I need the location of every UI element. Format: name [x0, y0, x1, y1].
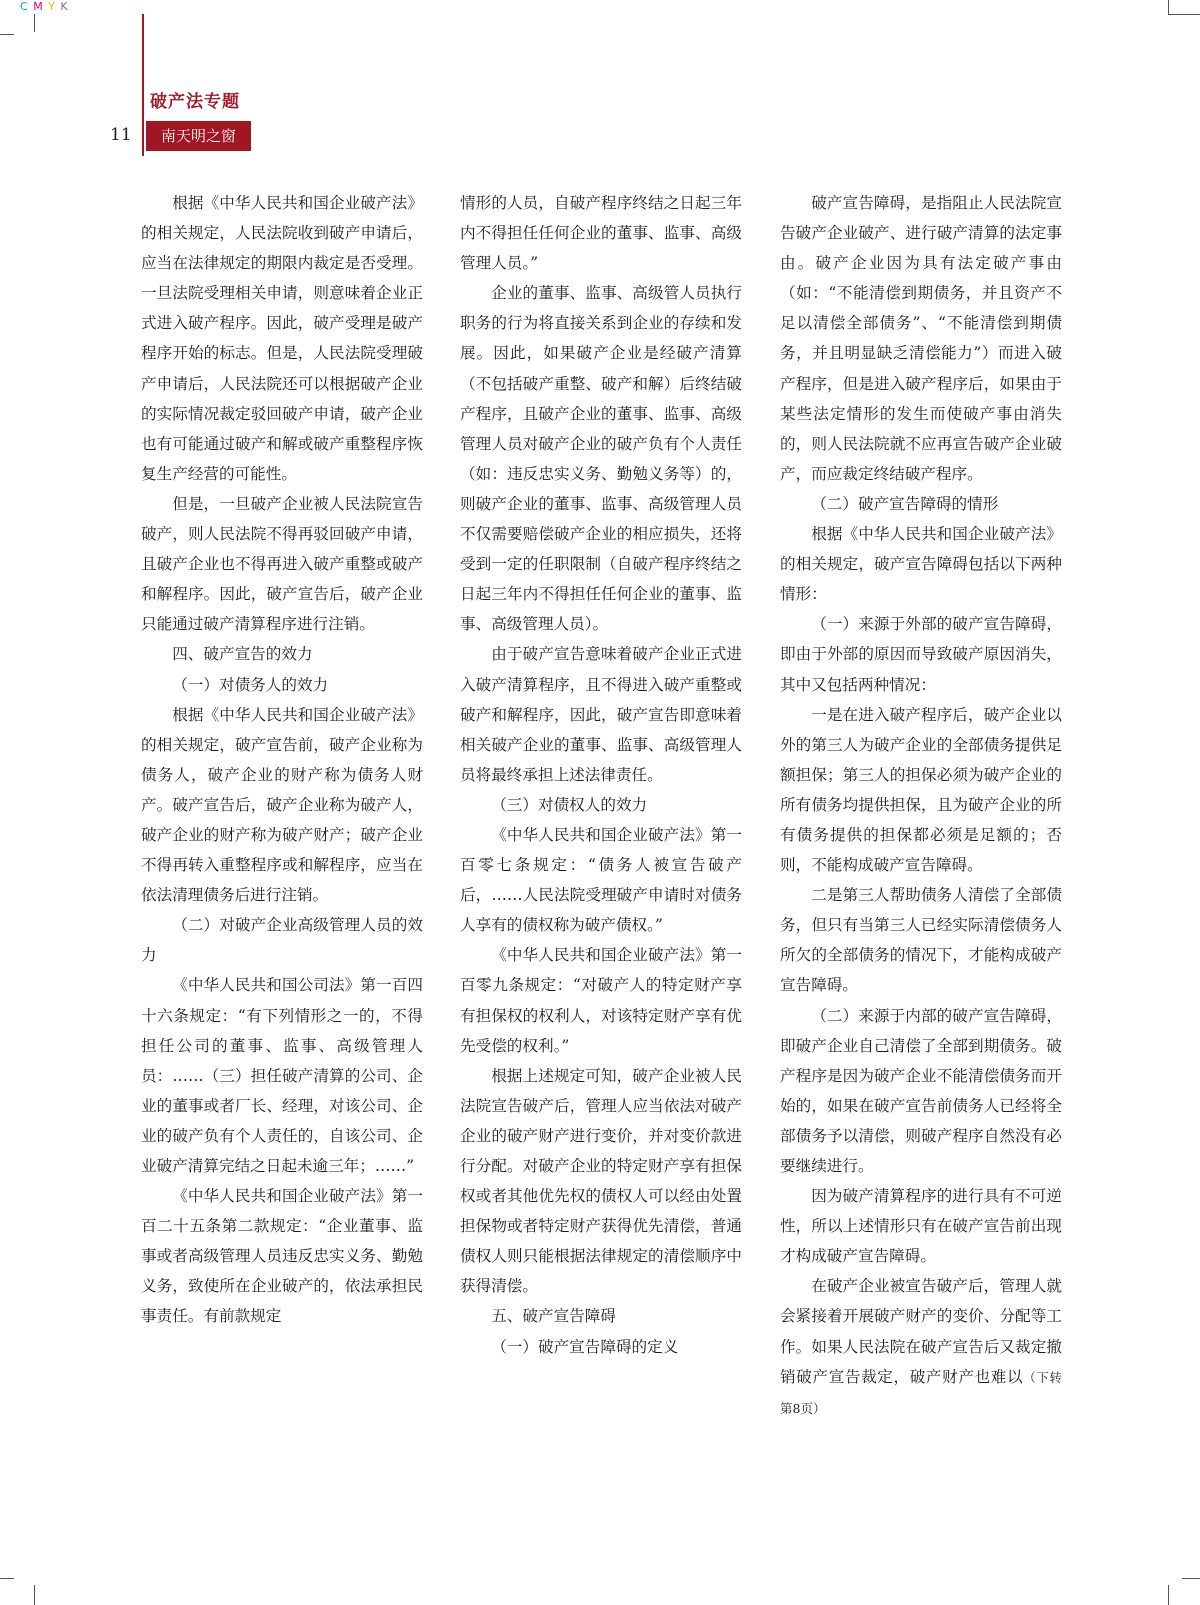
crop-mark-top-right-h	[1168, 14, 1200, 15]
paragraph-text: 企业的董事、监事、高级管人员执行职务的行为将直接关系到企业的存续和发展。因此，如果破产企业是经破产清算（不包括破产重整、破产和解）后终结破产程序，且破产企业的董事、监事、高级管理人员对破产企业的破产负有个人责任（如：违反忠实义务、勤勉义务等）的，则破产企业的董事、监事、高级管理人员不仅需要赔偿破产企业的相应损失，还将受到一定的任职限制（自破产程序终结之日起三年内不得担任任何企业的董事、监事、高级管理人员）。	[460, 284, 742, 634]
section-heading	[780, 489, 1062, 519]
paragraph-text: 由于破产宣告意味着破产企业正式进入破产清算程序，且不得进入破产重整或破产和解程序，因此，破产宣告即意味着相关破产企业的董事、监事、高级管理人员将最终承担上述法律责任。	[460, 645, 742, 784]
paragraph	[780, 609, 1062, 699]
paragraph	[780, 1001, 1062, 1182]
paragraph-text: 《中华人民共和国企业破产法》第一百零九条规定：“对破产人的特定财产享有担保权的权利人，对该特定财产享有优先受偿的权利。”	[460, 946, 742, 1055]
paragraph-text: 二是第三人帮助债务人清偿了全部债务，但只有当第三人已经实际清偿债务人所欠的全部债务的情况下，才能构成破产宣告障碍。	[780, 886, 1062, 995]
paragraph	[780, 880, 1062, 1000]
paragraph	[460, 278, 742, 639]
paragraph	[780, 700, 1062, 881]
paragraph	[141, 489, 423, 639]
paragraph-text: 《中华人民共和国企业破产法》第一百零七条规定：“债务人被宣告破产后，……人民法院受理破产申请时对债务人享有的债权称为破产债权。”	[460, 825, 742, 935]
header-red-rule	[142, 14, 144, 156]
section-heading	[460, 790, 742, 820]
paragraph	[141, 188, 423, 489]
paragraph-text: 根据《中华人民共和国企业破产法》的相关规定，破产宣告前，破产企业称为债务人，破产企业的财产称为债务人财产。破产宣告后，破产企业称为破产人，破产企业的财产称为破产财产；破产企业不得再转入重整程序或和解程序，应当在依法清理债务后进行注销。	[141, 705, 423, 905]
paragraph	[460, 940, 742, 1060]
cmyk-color-bar	[20, 0, 69, 13]
paragraph	[141, 970, 423, 1181]
crop-mark-bottom-right-h	[1182, 1578, 1200, 1579]
paragraph-text: 但是，一旦破产企业被人民法院宣告破产，则人民法院不得再驳回破产申请，且破产企业也不得再进入破产重整或破产和解程序。因此，破产宣告后，破产企业只能通过破产清算程序进行注销。	[141, 494, 423, 634]
paragraph-text: 根据《中华人民共和国企业破产法》的相关规定，破产宣告障碍包括以下两种情形：	[780, 525, 1062, 604]
text-column-1	[141, 188, 423, 1332]
paragraph-text: 根据上述规定可知，破产企业被人民法院宣告破产后，管理人应当依法对破产企业的破产财产进行变价，并对变价款进行分配。对破产企业的特定财产享有担保权或者其他优先权的债权人可以经由处置担保物或者特定财产获得优先清偿，普通债权人则只能根据法律规定的清偿顺序中获得清偿。	[460, 1066, 742, 1296]
paragraph-text: 根据《中华人民共和国企业破产法》的相关规定，人民法院收到破产申请后，应当在法律规定的期限内裁定是否受理。一旦法院受理相关申请，则意味着企业正式进入破产程序。因此，破产受理是破产程序开始的标志。但是，人民法院受理破产申请后，人民法院还可以根据破产企业的实际情况裁定驳回破产申请，破产企业也有可能通过破产和解或破产重整程序恢复生产经营的可能性。	[141, 194, 423, 483]
paragraph-text: （二）破产宣告障碍的情形	[811, 494, 999, 513]
paragraph-text: 因为破产清算程序的进行具有不可逆性，所以上述情形只有在破产宣告前出现才构成破产宣告障碍。	[780, 1187, 1062, 1266]
paragraph	[460, 820, 742, 940]
paragraph-text: 情形的人员，自破产程序终结之日起三年内不得担任任何企业的董事、监事、高级管理人员。”	[460, 194, 742, 273]
section-heading	[460, 1332, 742, 1362]
paragraph	[460, 639, 742, 789]
text-column-2	[460, 188, 742, 1362]
paragraph	[141, 1181, 423, 1331]
cmyk-y: Y	[48, 0, 56, 13]
paragraph-text: 《中华人民共和国公司法》第一百四十六条规定：“有下列情形之一的，不得担任公司的董事、监事、高级管理人员：……（三）担任破产清算的公司、企业的董事或者厂长、经理，对该公司、企业的破产负有个人责任的，自该公司、企业破产清算完结之日起未逾三年；……”	[141, 976, 423, 1175]
crop-mark-top-right-v	[1168, 0, 1169, 14]
paragraph	[780, 188, 1062, 489]
page-number: 11	[110, 125, 132, 145]
paragraph-text: 破产宣告障碍，是指阻止人民法院宣告破产企业破产、进行破产清算的法定事由。破产企业因为具有法定破产事由（如：“不能清偿到期债务，并且资产不足以清偿全部债务”、“不能清偿到期债务，并且明显缺乏清偿能力”）而进入破产程序，但是进入破产程序后，如果由于某些法定情形的发生而使破产事由消失的，则人民法院就不应再宣告破产企业破产，而应裁定终结破产程序。	[780, 194, 1062, 483]
paragraph	[460, 1061, 742, 1302]
section-heading	[141, 670, 423, 700]
crop-mark-top-left-h	[0, 34, 14, 35]
cmyk-c: C	[20, 0, 29, 13]
paragraph-text: （二）来源于内部的破产宣告障碍，即破产企业自己清偿了全部到期债务。破产程序是因为破产企业不能清偿债务而开始的，如果在破产宣告前债务人已经将全部债务予以清偿，则破产程序自然没有必要继续进行。	[780, 1006, 1062, 1175]
paragraph-text: 《中华人民共和国企业破产法》第一百二十五条第二款规定：“企业董事、监事或者高级管理人员违反忠实义务、勤勉义务，致使所在企业破产的，依法承担民事责任。有前款规定	[141, 1187, 423, 1326]
paragraph	[780, 519, 1062, 609]
crop-mark-bottom-left-h	[0, 1578, 14, 1579]
text-column-3	[780, 188, 1062, 1424]
crop-mark-bottom-left-v	[34, 1585, 35, 1605]
crop-mark-bottom-right-v	[1168, 1585, 1169, 1605]
section-heading	[460, 1301, 742, 1331]
section-heading	[141, 639, 423, 669]
column-name-badge: 南天明之窗	[146, 121, 251, 151]
paragraph-text: （一）破产宣告障碍的定义	[491, 1337, 679, 1356]
crop-mark-top-left-v	[34, 14, 35, 32]
paragraph-text: （二）对破产企业高级管理人员的效力	[141, 916, 423, 965]
paragraph	[780, 1181, 1062, 1271]
section-heading	[141, 910, 423, 970]
paragraph	[141, 700, 423, 911]
paragraph-text: （一）来源于外部的破产宣告障碍，即由于外部的原因而导致破产原因消失，其中又包括两种情况：	[780, 615, 1062, 694]
paragraph	[780, 1271, 1062, 1423]
paragraph-text: 五、破产宣告障碍	[491, 1307, 616, 1326]
continued-on-note: （下转第8页）	[780, 1369, 1062, 1416]
paragraph-text: 在破产企业被宣告破产后，管理人就会紧接着开展破产财产的变价、分配等工作。如果人民法院在破产宣告后又裁定撤销破产宣告裁定，破产财产也难以	[780, 1277, 1062, 1386]
paragraph-text: （三）对债权人的效力	[491, 795, 648, 814]
cmyk-m: M	[33, 0, 44, 13]
paragraph	[460, 188, 742, 278]
paragraph-text: 一是在进入破产程序后，破产企业以外的第三人为破产企业的全部债务提供足额担保；第三人的担保必须为破产企业的所有债务均提供担保，且为破产企业的所有债务提供的担保都必须是足额的；否则，不能构成破产宣告障碍。	[780, 705, 1062, 875]
paragraph-text: 四、破产宣告的效力	[172, 645, 313, 664]
section-title: 破产法专题	[150, 92, 240, 112]
cmyk-k: K	[60, 0, 69, 13]
paragraph-text: （一）对债务人的效力	[172, 675, 329, 694]
